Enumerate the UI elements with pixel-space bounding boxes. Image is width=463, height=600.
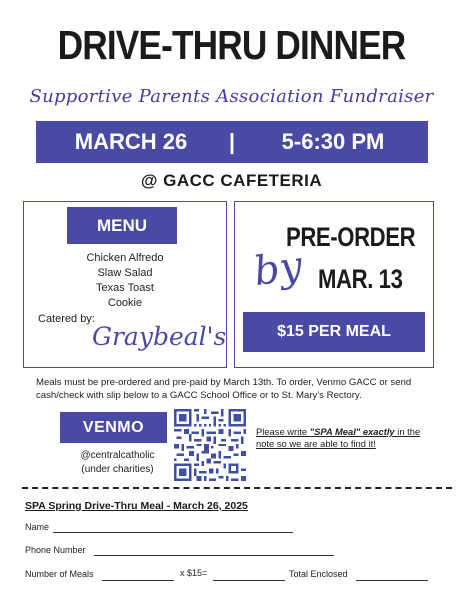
- preorder-title: PRE-ORDER: [286, 222, 416, 252]
- order-form-title: SPA Spring Drive-Thru Meal - March 26, 2025: [25, 500, 248, 512]
- cut-line-divider: [22, 487, 452, 489]
- note-emphasis: "SPA Meal" exactly: [309, 426, 395, 437]
- event-time: 5-6:30 PM: [281, 129, 385, 154]
- subtotal-field[interactable]: [213, 580, 285, 581]
- phone-label: Phone Number: [25, 545, 86, 555]
- meals-label: Number of Meals: [25, 569, 94, 579]
- menu-item: Chicken Alfredo: [86, 252, 164, 264]
- event-venue: @ GACC CAFETERIA: [140, 171, 323, 190]
- venmo-handle-note: (under charities): [81, 464, 154, 475]
- menu-list: [55, 251, 195, 311]
- preorder-deadline: MAR. 13: [318, 264, 403, 294]
- menu-item: Slaw Salad: [97, 267, 153, 279]
- menu-heading: MENU: [67, 207, 177, 244]
- name-label: Name: [25, 522, 50, 532]
- venmo-heading: VENMO: [60, 412, 167, 443]
- event-title: DRIVE-THRU DINNER: [57, 22, 406, 68]
- menu-item: Texas Toast: [96, 282, 154, 294]
- phone-field[interactable]: [94, 555, 334, 556]
- menu-item: Cookie: [107, 297, 143, 309]
- date-separator: |: [228, 129, 236, 154]
- multiplier-label: x $15=: [180, 568, 208, 578]
- venmo-handle-block: [60, 449, 175, 477]
- venmo-handle: @centralcatholic: [80, 450, 155, 461]
- caterer-name: Graybeal's: [92, 322, 227, 351]
- note-suffix: in the note so we are able to find it!: [256, 426, 421, 449]
- total-field[interactable]: [356, 580, 428, 581]
- preorder-by-label: by: [251, 242, 306, 296]
- event-subtitle: Supportive Parents Association Fundraiser: [29, 86, 434, 107]
- price-banner: $15 PER MEAL: [243, 312, 425, 352]
- order-instructions: Meals must be pre-ordered and pre-paid by March 13th. To order, Venmo GACC or send cash/check with slip below to a GACC School Office or to St. Mary's Rectory.: [36, 377, 412, 401]
- meals-field[interactable]: [102, 580, 174, 581]
- event-date: MARCH 26: [74, 129, 188, 154]
- qr-code-icon[interactable]: [174, 409, 246, 481]
- catered-by-label: Catered by:: [38, 313, 95, 325]
- date-time-banner: [36, 121, 428, 163]
- venmo-note: [256, 426, 431, 450]
- name-field[interactable]: [53, 532, 293, 533]
- note-prefix: Please write: [256, 426, 310, 437]
- total-label: Total Enclosed: [289, 569, 348, 579]
